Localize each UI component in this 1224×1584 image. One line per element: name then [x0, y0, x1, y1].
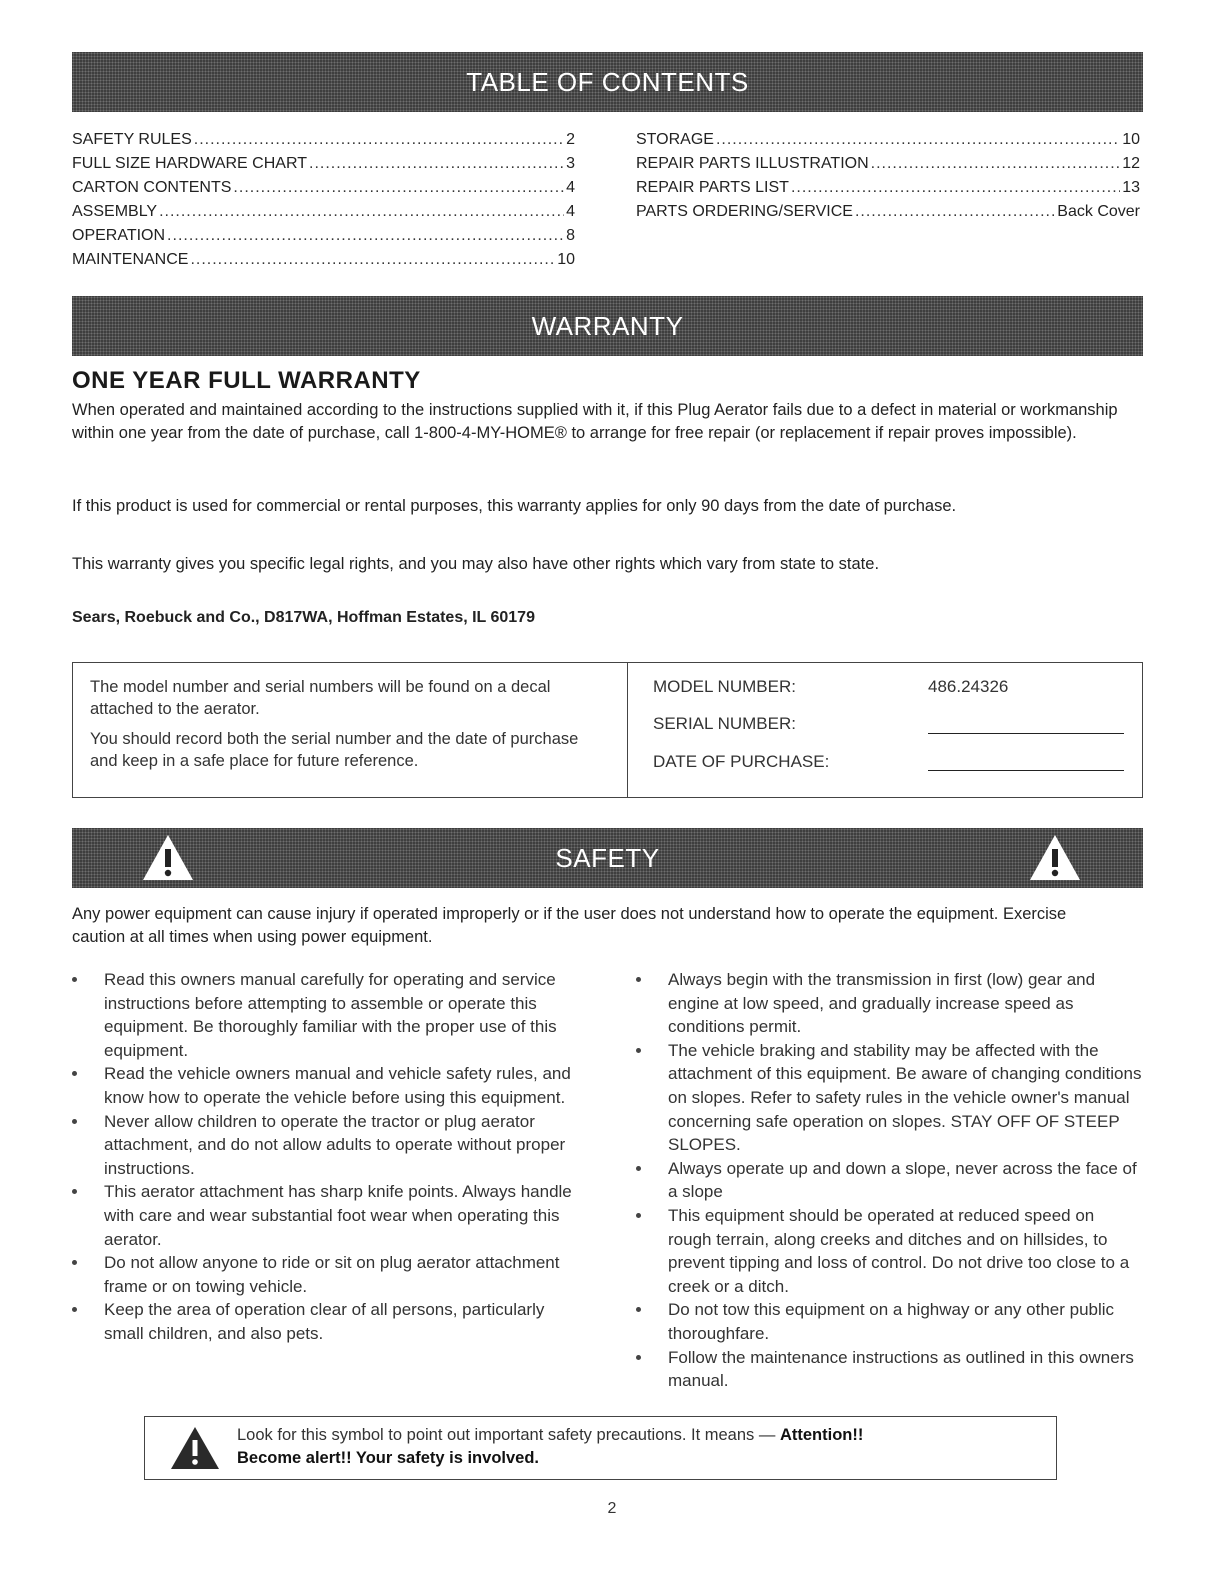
- record-note-1: The model number and serial numbers will be found on a decal attached to the aerator.: [90, 678, 551, 718]
- safety-rule-item: Never allow children to operate the tractor or plug aerator attachment, and do not allow adults to operate without proper instructions.: [72, 1110, 582, 1181]
- toc-banner: [72, 52, 1143, 112]
- safety-rule-item: Always begin with the transmission in first (low) gear and engine at low speed, and gradually increase speed as conditions permit.: [636, 968, 1142, 1039]
- safety-banner: [72, 828, 1143, 888]
- toc-entry-label: OPERATION: [72, 227, 166, 244]
- toc-entry: [72, 224, 575, 248]
- toc-entry: [636, 152, 1140, 176]
- toc-entry: [636, 176, 1140, 200]
- serial-number-label: SERIAL NUMBER:: [653, 714, 796, 733]
- toc-entry: [72, 176, 575, 200]
- toc-entry-label: STORAGE: [636, 131, 714, 148]
- date-of-purchase-label: DATE OF PURCHASE:: [653, 752, 830, 771]
- toc-leader-dots: [871, 152, 1121, 176]
- safety-symbol-notice: [144, 1416, 1057, 1480]
- warning-triangle-icon: [1027, 832, 1083, 884]
- toc-leader-dots: [159, 200, 564, 224]
- toc-leader-dots: [791, 176, 1120, 200]
- safety-rules-left: [72, 968, 582, 1346]
- toc-entry: [636, 200, 1140, 224]
- toc-entry-page: 10: [1122, 131, 1140, 148]
- toc-left-column: [72, 128, 575, 272]
- toc-entry-label: REPAIR PARTS ILLUSTRATION: [636, 155, 869, 172]
- safety-rule-item: This equipment should be operated at reduced speed on rough terrain, along creeks and ditches and on hillsides, to prevent tipping and loss of control. Do not drive too close to a creek or a ditch.: [636, 1204, 1142, 1298]
- record-box-divider: [627, 663, 628, 797]
- notice-text: [237, 1424, 1037, 1470]
- toc-leader-dots: [233, 176, 564, 200]
- warning-triangle-icon: [140, 832, 196, 884]
- toc-entry-label: PARTS ORDERING/SERVICE: [636, 203, 853, 220]
- toc-entry: [72, 152, 575, 176]
- safety-rule-item: Do not tow this equipment on a highway or any other public thoroughfare.: [636, 1298, 1142, 1345]
- toc-entry: [636, 128, 1140, 152]
- toc-entry: [72, 200, 575, 224]
- safety-rules-right: [636, 968, 1142, 1393]
- safety-title: SAFETY: [555, 842, 660, 873]
- safety-rule-item: Always operate up and down a slope, never across the face of a slope: [636, 1157, 1142, 1204]
- toc-entry-page: 4: [566, 203, 575, 220]
- safety-rule-item: Do not allow anyone to ride or sit on plug aerator attachment frame or on towing vehicle.: [72, 1251, 582, 1298]
- toc-entry-page: 4: [566, 179, 575, 196]
- toc-entry-label: ASSEMBLY: [72, 203, 158, 220]
- record-box-notes: [90, 676, 600, 780]
- toc-entry-page: 10: [557, 251, 575, 268]
- toc-entry-label: REPAIR PARTS LIST: [636, 179, 789, 196]
- safety-rule-item: Follow the maintenance instructions as outlined in this owners manual.: [636, 1346, 1142, 1393]
- toc-entry-page: 8: [566, 227, 575, 244]
- page-number: 2: [607, 1500, 617, 1517]
- safety-rule-item: Read the vehicle owners manual and vehicle safety rules, and know how to operate the vehicle before using this equipment.: [72, 1062, 582, 1109]
- toc-title: TABLE OF CONTENTS: [466, 66, 749, 97]
- safety-rule-item: This aerator attachment has sharp knife points. Always handle with care and wear substantial foot wear when operating this aerator.: [72, 1180, 582, 1251]
- warranty-heading: ONE YEAR FULL WARRANTY: [72, 367, 421, 394]
- safety-rule-item: The vehicle braking and stability may be affected with the attachment of this equipment. Be aware of changing conditions on slopes. Refer to safety rules in the vehicle owner's manual concerning safe operation on slopes. STAY OFF OF STEEP SLOPES.: [636, 1039, 1142, 1157]
- toc-entry-label: MAINTENANCE: [72, 251, 189, 268]
- toc-leader-dots: [716, 128, 1120, 152]
- sears-address: Sears, Roebuck and Co., D817WA, Hoffman Estates, IL 60179: [72, 609, 535, 626]
- notice-attention: Attention!!: [779, 1426, 864, 1444]
- toc-leader-dots: [167, 224, 564, 248]
- model-number-label: MODEL NUMBER:: [653, 677, 796, 696]
- record-note-2: You should record both the serial number and the date of purchase and keep in a safe place for future reference.: [90, 730, 579, 770]
- toc-entry-page: Back Cover: [1057, 203, 1140, 220]
- toc-entry-label: SAFETY RULES: [72, 131, 192, 148]
- safety-intro: Any power equipment can cause injury if operated improperly or if the user does not understand how to operate the equipment. Exercise caution at all times when using power equipment.: [72, 905, 1067, 946]
- safety-rule-item: Keep the area of operation clear of all persons, particularly small children, and also pets.: [72, 1298, 582, 1345]
- warranty-banner: [72, 296, 1143, 356]
- serial-number-blank: [928, 733, 1124, 734]
- warranty-title: WARRANTY: [531, 310, 684, 341]
- toc-leader-dots: [190, 248, 555, 272]
- model-number-value: 486.24326: [928, 677, 1009, 696]
- toc-leader-dots: [855, 200, 1055, 224]
- toc-entry-page: 2: [566, 131, 575, 148]
- record-box: [72, 662, 1143, 798]
- toc-entry-label: FULL SIZE HARDWARE CHART: [72, 155, 307, 172]
- date-of-purchase-blank: [928, 770, 1124, 771]
- notice-plain: Look for this symbol to point out important safety precautions. It means —: [237, 1426, 776, 1444]
- toc-entry: [72, 248, 575, 272]
- warranty-paragraph-3: This warranty gives you specific legal rights, and you may also have other rights which vary from state to state.: [72, 555, 880, 573]
- toc-leader-dots: [194, 128, 564, 152]
- toc-entry-page: 3: [566, 155, 575, 172]
- safety-alert-icon: [169, 1425, 221, 1471]
- toc-entry-label: CARTON CONTENTS: [72, 179, 232, 196]
- toc-entry-page: 12: [1122, 155, 1140, 172]
- toc-right-column: [636, 128, 1140, 224]
- warranty-paragraph-2: If this product is used for commercial or rental purposes, this warranty applies for only 90 days from the date of purchase.: [72, 497, 957, 515]
- warranty-paragraph-1: When operated and maintained according to the instructions supplied with it, if this Plug Aerator fails due to a defect in material or workmanship within one year from the date of purchase, call 1-800-4-MY-HOME® to arrange for free repair (or replacement if repair proves impossible).: [72, 401, 1118, 442]
- notice-alert: Become alert!! Your safety is involved.: [237, 1449, 539, 1467]
- toc-leader-dots: [309, 152, 564, 176]
- toc-entry: [72, 128, 575, 152]
- toc-entry-page: 13: [1122, 179, 1140, 196]
- safety-rule-item: Read this owners manual carefully for operating and service instructions before attempting to assemble or operate this equipment. Be thoroughly familiar with the proper use of this equipment.: [72, 968, 582, 1062]
